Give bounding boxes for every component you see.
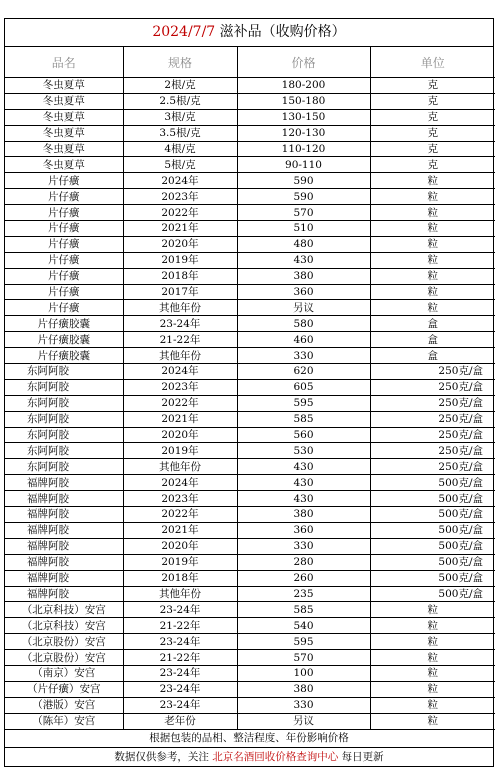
table-row	[5, 427, 495, 443]
table-row	[5, 141, 495, 157]
cell-spec: 23-24年	[123, 316, 237, 332]
title-date: 2024/7/7	[152, 24, 216, 40]
cell-price: 480	[237, 236, 370, 252]
cell-name: 冬虫夏草	[5, 125, 123, 141]
table-row	[5, 459, 495, 475]
table-row	[5, 316, 495, 332]
cell-unit: 粒	[370, 634, 495, 650]
cell-name: 福牌阿胶	[5, 586, 123, 602]
cell-spec: 2024年	[123, 475, 237, 491]
cell-name: 片仔癀	[5, 284, 123, 300]
cell-spec: 21-22年	[123, 650, 237, 666]
table-row	[5, 205, 495, 221]
table-row	[5, 665, 495, 681]
cell-name: 片仔癀	[5, 221, 123, 237]
cell-spec: 3根/克	[123, 109, 237, 125]
cell-unit: 500克/盒	[370, 538, 495, 554]
cell-price: 90-110	[237, 157, 370, 173]
cell-name: （港版）安宫	[5, 697, 123, 713]
table-row	[5, 125, 495, 141]
cell-spec: 2根/克	[123, 78, 237, 94]
cell-unit: 克	[370, 157, 495, 173]
cell-price: 330	[237, 697, 370, 713]
cell-spec: 23-24年	[123, 697, 237, 713]
cell-price: 110-120	[237, 141, 370, 157]
cell-name: 片仔癀胶囊	[5, 348, 123, 364]
cell-price: 590	[237, 189, 370, 205]
cell-price: 260	[237, 570, 370, 586]
cell-price: 560	[237, 427, 370, 443]
cell-spec: 4根/克	[123, 141, 237, 157]
cell-price: 570	[237, 205, 370, 221]
table-row	[5, 475, 495, 491]
table-row	[5, 284, 495, 300]
cell-spec: 23-24年	[123, 602, 237, 618]
cell-price: 380	[237, 268, 370, 284]
cell-spec: 2019年	[123, 554, 237, 570]
header-spec: 规格	[123, 47, 237, 78]
cell-name: 冬虫夏草	[5, 109, 123, 125]
cell-name: 福牌阿胶	[5, 570, 123, 586]
cell-unit: 250克/盒	[370, 459, 495, 475]
footer-suffix: 每日更新	[341, 750, 384, 763]
cell-unit: 粒	[370, 602, 495, 618]
cell-unit: 500克/盒	[370, 570, 495, 586]
page-title	[5, 19, 493, 47]
cell-name: 片仔癀	[5, 268, 123, 284]
cell-spec: 2020年	[123, 538, 237, 554]
cell-price: 585	[237, 411, 370, 427]
cell-name: 东阿阿胶	[5, 395, 123, 411]
cell-spec: 其他年份	[123, 459, 237, 475]
cell-spec: 2023年	[123, 491, 237, 507]
cell-unit: 克	[370, 125, 495, 141]
cell-spec: 2021年	[123, 411, 237, 427]
footer-highlight: 北京名酒回收价格查询中心	[212, 750, 339, 763]
cell-name: 东阿阿胶	[5, 459, 123, 475]
cell-unit: 克	[370, 93, 495, 109]
table-row	[5, 364, 495, 380]
cell-name: 片仔癀	[5, 252, 123, 268]
cell-spec: 23-24年	[123, 665, 237, 681]
cell-name: （南京）安宫	[5, 665, 123, 681]
title-text: 滋补品（收购价格）	[219, 24, 346, 40]
cell-name: 片仔癀	[5, 300, 123, 316]
cell-name: 冬虫夏草	[5, 141, 123, 157]
table-row	[5, 491, 495, 507]
table-row	[5, 586, 495, 602]
cell-unit: 克	[370, 109, 495, 125]
cell-spec: 2020年	[123, 236, 237, 252]
table-header-row	[5, 47, 495, 78]
cell-spec: 3.5根/克	[123, 125, 237, 141]
cell-name: （北京股份）安宫	[5, 650, 123, 666]
cell-name: （北京科技）安宫	[5, 618, 123, 634]
cell-price: 150-180	[237, 93, 370, 109]
cell-spec: 2021年	[123, 221, 237, 237]
table-row	[5, 379, 495, 395]
cell-name: 片仔癀胶囊	[5, 332, 123, 348]
table-row	[5, 713, 495, 729]
table-row	[5, 157, 495, 173]
cell-spec: 2018年	[123, 268, 237, 284]
cell-name: 东阿阿胶	[5, 443, 123, 459]
cell-price: 460	[237, 332, 370, 348]
table-row	[5, 681, 495, 697]
table-row	[5, 395, 495, 411]
table-body	[5, 78, 495, 730]
cell-name: 片仔癀	[5, 236, 123, 252]
cell-price: 380	[237, 681, 370, 697]
cell-unit: 250克/盒	[370, 443, 495, 459]
cell-price: 280	[237, 554, 370, 570]
cell-price: 360	[237, 284, 370, 300]
table-row	[5, 93, 495, 109]
table-row	[5, 554, 495, 570]
cell-price: 120-130	[237, 125, 370, 141]
cell-unit: 粒	[370, 189, 495, 205]
cell-price: 380	[237, 507, 370, 523]
cell-unit: 盒	[370, 348, 495, 364]
cell-unit: 粒	[370, 300, 495, 316]
cell-price: 430	[237, 491, 370, 507]
cell-unit: 盒	[370, 316, 495, 332]
table-row	[5, 78, 495, 94]
cell-price: 360	[237, 522, 370, 538]
cell-unit: 500克/盒	[370, 586, 495, 602]
table-row	[5, 522, 495, 538]
cell-unit: 粒	[370, 268, 495, 284]
cell-spec: 2022年	[123, 395, 237, 411]
table-row	[5, 618, 495, 634]
cell-spec: 其他年份	[123, 300, 237, 316]
cell-price: 510	[237, 221, 370, 237]
cell-price: 130-150	[237, 109, 370, 125]
cell-unit: 500克/盒	[370, 522, 495, 538]
footer-source	[5, 748, 493, 766]
cell-price: 620	[237, 364, 370, 380]
cell-unit: 粒	[370, 205, 495, 221]
cell-spec: 2024年	[123, 364, 237, 380]
cell-name: 福牌阿胶	[5, 538, 123, 554]
cell-spec: 2019年	[123, 443, 237, 459]
cell-price: 570	[237, 650, 370, 666]
table-row	[5, 348, 495, 364]
table-row	[5, 109, 495, 125]
cell-unit: 粒	[370, 697, 495, 713]
table-row	[5, 173, 495, 189]
header-unit: 单位	[370, 47, 495, 78]
cell-unit: 粒	[370, 284, 495, 300]
cell-spec: 老年份	[123, 713, 237, 729]
cell-price: 595	[237, 634, 370, 650]
cell-spec: 5根/克	[123, 157, 237, 173]
cell-unit: 250克/盒	[370, 379, 495, 395]
cell-spec: 2019年	[123, 252, 237, 268]
cell-name: 冬虫夏草	[5, 93, 123, 109]
cell-unit: 500克/盒	[370, 475, 495, 491]
cell-unit: 粒	[370, 221, 495, 237]
cell-spec: 2021年	[123, 522, 237, 538]
cell-spec: 23-24年	[123, 634, 237, 650]
cell-name: （北京科技）安宫	[5, 602, 123, 618]
table-row	[5, 236, 495, 252]
cell-name: 东阿阿胶	[5, 427, 123, 443]
cell-spec: 21-22年	[123, 332, 237, 348]
cell-spec: 2017年	[123, 284, 237, 300]
cell-name: 东阿阿胶	[5, 364, 123, 380]
cell-unit: 250克/盒	[370, 427, 495, 443]
cell-spec: 23-24年	[123, 681, 237, 697]
cell-unit: 粒	[370, 618, 495, 634]
cell-price: 100	[237, 665, 370, 681]
table-row	[5, 411, 495, 427]
footer-prefix: 数据仅供参考，关注	[114, 750, 209, 763]
cell-spec: 2023年	[123, 189, 237, 205]
cell-unit: 盒	[370, 332, 495, 348]
cell-unit: 克	[370, 78, 495, 94]
cell-name: 东阿阿胶	[5, 411, 123, 427]
cell-unit: 250克/盒	[370, 395, 495, 411]
cell-price: 330	[237, 348, 370, 364]
table-row	[5, 332, 495, 348]
cell-name: （片仔癀）安宫	[5, 681, 123, 697]
table-row	[5, 570, 495, 586]
header-name: 品名	[5, 47, 123, 78]
cell-unit: 500克/盒	[370, 507, 495, 523]
cell-unit: 粒	[370, 236, 495, 252]
cell-unit: 250克/盒	[370, 411, 495, 427]
cell-unit: 粒	[370, 650, 495, 666]
cell-price: 430	[237, 459, 370, 475]
cell-name: 片仔癀	[5, 205, 123, 221]
cell-name: 冬虫夏草	[5, 78, 123, 94]
table-row	[5, 602, 495, 618]
cell-unit: 克	[370, 141, 495, 157]
cell-price: 330	[237, 538, 370, 554]
cell-price: 530	[237, 443, 370, 459]
cell-name: （陈年）安宫	[5, 713, 123, 729]
footer-note: 根据包装的品相、整洁程度、年份影响价格	[5, 730, 493, 748]
table-row	[5, 189, 495, 205]
table-row	[5, 252, 495, 268]
cell-price: 595	[237, 395, 370, 411]
cell-price: 430	[237, 252, 370, 268]
cell-name: 片仔癀	[5, 189, 123, 205]
cell-spec: 2022年	[123, 205, 237, 221]
cell-spec: 2022年	[123, 507, 237, 523]
cell-price: 另议	[237, 300, 370, 316]
cell-unit: 500克/盒	[370, 554, 495, 570]
price-table	[5, 47, 495, 730]
cell-spec: 其他年份	[123, 586, 237, 602]
cell-unit: 粒	[370, 665, 495, 681]
cell-unit: 粒	[370, 713, 495, 729]
cell-name: 福牌阿胶	[5, 554, 123, 570]
cell-price: 585	[237, 602, 370, 618]
cell-spec: 其他年份	[123, 348, 237, 364]
table-row	[5, 300, 495, 316]
cell-spec: 2018年	[123, 570, 237, 586]
cell-spec: 2023年	[123, 379, 237, 395]
cell-unit: 粒	[370, 173, 495, 189]
cell-name: 福牌阿胶	[5, 475, 123, 491]
cell-price: 235	[237, 586, 370, 602]
cell-spec: 2.5根/克	[123, 93, 237, 109]
table-row	[5, 268, 495, 284]
cell-price: 605	[237, 379, 370, 395]
cell-name: 冬虫夏草	[5, 157, 123, 173]
cell-name: （北京股份）安宫	[5, 634, 123, 650]
cell-spec: 2020年	[123, 427, 237, 443]
cell-unit: 粒	[370, 252, 495, 268]
table-row	[5, 507, 495, 523]
price-sheet	[4, 18, 494, 767]
cell-name: 片仔癀	[5, 173, 123, 189]
cell-name: 福牌阿胶	[5, 522, 123, 538]
table-row	[5, 650, 495, 666]
cell-spec: 2024年	[123, 173, 237, 189]
cell-spec: 21-22年	[123, 618, 237, 634]
header-price: 价格	[237, 47, 370, 78]
cell-unit: 250克/盒	[370, 364, 495, 380]
cell-price: 580	[237, 316, 370, 332]
table-row	[5, 538, 495, 554]
cell-name: 福牌阿胶	[5, 507, 123, 523]
cell-price: 540	[237, 618, 370, 634]
table-row	[5, 634, 495, 650]
table-row	[5, 221, 495, 237]
cell-name: 东阿阿胶	[5, 379, 123, 395]
cell-unit: 粒	[370, 681, 495, 697]
table-row	[5, 443, 495, 459]
cell-price: 590	[237, 173, 370, 189]
cell-price: 另议	[237, 713, 370, 729]
table-row	[5, 697, 495, 713]
cell-price: 430	[237, 475, 370, 491]
cell-name: 片仔癀胶囊	[5, 316, 123, 332]
cell-unit: 500克/盒	[370, 491, 495, 507]
cell-price: 180-200	[237, 78, 370, 94]
cell-name: 福牌阿胶	[5, 491, 123, 507]
